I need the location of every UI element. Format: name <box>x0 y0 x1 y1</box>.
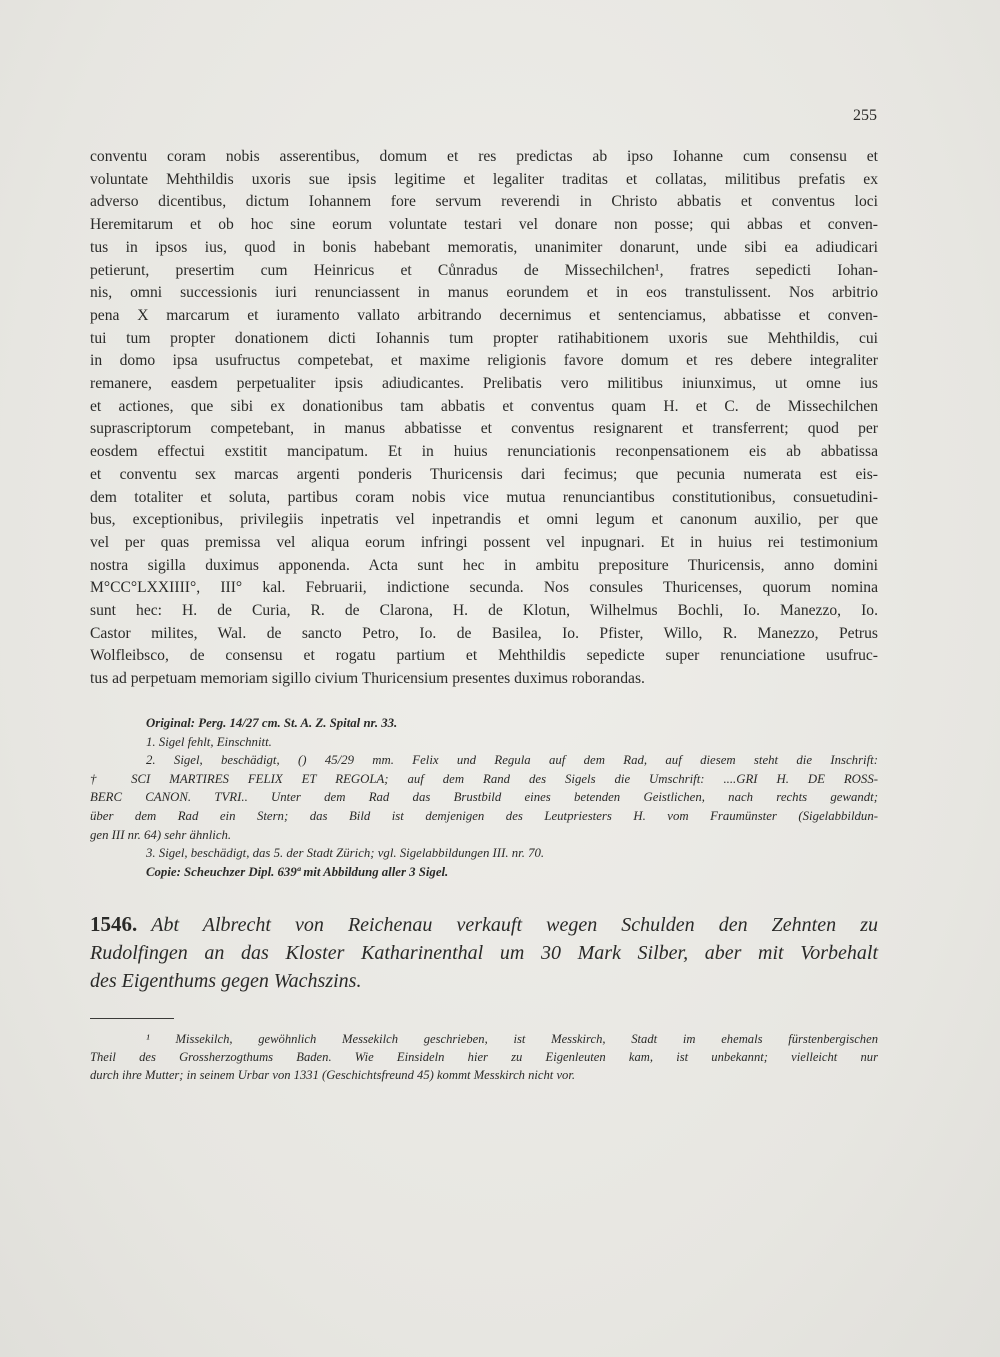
document-number: 1546. <box>90 912 138 936</box>
footnote-divider <box>90 1018 174 1019</box>
note-seal-2-cont: BERC CANON. TVRI.. Unter dem Rad das Brustbild eines betenden Geistlichen, nach rechts gewandt; <box>90 790 878 805</box>
note-seal-2-cont: † SCI MARTIRES FELIX ET REGOLA; auf dem Rand des Sigels die Umschrift: ....GRI H. DE ROSS- <box>90 771 878 786</box>
text-line: eosdem effectui exstitit mancipatum. Et in huius renunciationis reconpensationem eis ab abbatissa <box>90 443 878 461</box>
document-heading <box>90 910 878 995</box>
page-number: 255 <box>853 107 877 124</box>
footnote-block <box>90 1030 878 1084</box>
text-line: sunt hec: H. de Curia, R. de Clarona, H. de Klotun, Wilhelmus Bochli, Io. Manezzo, Io. <box>90 602 878 620</box>
text-line: voluntate Mehthildis uxoris sue ipsis legitime et legaliter traditas et collatas, militibus prefatis ex <box>90 170 878 188</box>
text-line: adverso dicentibus, dictum Iohannem fore servum reverendi in Christo abbatis et conventus loci <box>90 193 878 211</box>
text-line: bus, exceptionibus, privilegiis inpetratis vel inpetrandis et omni legum et canonum auxilio, per que <box>90 511 878 529</box>
source-notes <box>90 714 878 881</box>
note-seal-2-cont: über dem Rad ein Stern; das Bild ist demjenigen des Leutpriesters H. vom Fraumünster (Sigelabbildun- <box>90 808 878 823</box>
note-seal-1: 1. Sigel fehlt, Einschnitt. <box>146 734 272 749</box>
text-line: tui tum propter donationem dicti Iohannis tum propter ratihabitionem uxoris sue Mehthildis, cui <box>90 329 878 347</box>
text-line: Castor milites, Wal. de sancto Petro, Io. de Basilea, Io. Pfister, Willo, R. Manezzo, Petrus <box>90 624 878 642</box>
text-line: tus ad perpetuam memoriam sigillo civium Thuricensium presentes duximus roborandas. <box>90 670 645 688</box>
text-line: in domo ipsa usufructus competebat, et maxime religionis favore domum et res debere integraliter <box>90 352 878 370</box>
heading-line-2: Rudolfingen an das Kloster Katharinenthal um 30 Mark Silber, aber mit Vorbehalt <box>90 942 878 964</box>
text-line: remanere, easdem perpetualiter ipsis adiudicantes. Prelibatis vero militibus iniunximus, ut omne ius <box>90 375 878 393</box>
heading-line-3: des Eigenthums gegen Wachszins. <box>90 970 362 992</box>
text-line: vel per quas premissa vel aliqua eorum infringi possent vel inpugnari. Et in huius rei testimonium <box>90 533 878 551</box>
text-line: M°CC°LXXIIII°, III° kal. Februarii, indictione secunda. Nos consules Thuricenses, quorum nomina <box>90 579 878 597</box>
note-seal-2: 2. Sigel, beschädigt, () 45/29 mm. Felix und Regula auf dem Rad, auf diesem steht die Inschrift: <box>146 753 878 768</box>
note-seal-2-cont: gen III nr. 64) sehr ähnlich. <box>90 827 232 842</box>
text-line: et conventu sex marcas argenti ponderis Thuricensis dari fecimus; que pecunia numerata est eis- <box>90 465 878 483</box>
note-seal-3: 3. Sigel, beschädigt, das 5. der Stadt Zürich; vgl. Sigelabbildungen III. nr. 70. <box>146 846 545 861</box>
text-line: nis, omni successionis iuri renunciassent in manus eorundem et in eos transtulissent. Nos arbitrio <box>90 284 878 302</box>
main-text-block <box>90 146 878 691</box>
text-line: petierunt, presertim cum Heinricus et Cůnradus de Missechilchen¹, fratres sepedicti Iohan- <box>90 261 878 279</box>
text-line: pena X marcarum et iuramento vallato arbitrando decernimus et sentenciamus, abbatisse et conven- <box>90 306 878 324</box>
note-original: Original: Perg. 14/27 cm. St. A. Z. Spital nr. 33. <box>146 716 398 730</box>
footnote-line: Theil des Grossherzogthums Baden. Wie Einsideln hier zu Eigenleuten kam, ist unbekannt; vielleicht nur <box>90 1050 878 1064</box>
text-line: conventu coram nobis asserentibus, domum et res predictas ab ipso Iohanne cum consensu et <box>90 148 878 165</box>
note-copie: Copie: Scheuchzer Dipl. 639ª mit Abbildung aller 3 Sigel. <box>146 864 449 879</box>
footnote-line: ¹ Missekilch, gewöhnlich Messekilch geschrieben, ist Messkirch, Stadt im ehemals fürstenbergischen <box>146 1032 878 1046</box>
footnote-line: durch ihre Mutter; in seinem Urbar von 1331 (Geschichtsfreund 45) kommt Messkirch nicht vor. <box>90 1068 575 1082</box>
text-line: et actiones, que sibi ex donationibus tam abbatis et conventus quam H. et C. de Missechilchen <box>90 397 878 415</box>
text-line: Heremitarum et ob hoc sine eorum voluntate testari vel donare non posse; qui abbas et conven- <box>90 216 878 234</box>
heading-line-1 <box>90 910 878 939</box>
heading-text: Abt Albrecht von Reichenau verkauft wegen Schulden den Zehnten zu <box>151 914 878 936</box>
text-line: Wolfleibsco, de consensu et rogatu partium et Mehthildis sepedicte super renunciatione usufruc- <box>90 647 878 665</box>
text-line: dem totaliter et soluta, partibus coram nobis vice mutua renunciantibus constitutionibus, consuetudini- <box>90 488 878 506</box>
text-line: suprascriptorum competebant, in manus abbatisse et conventus resignarent et transferrent; quod per <box>90 420 878 438</box>
text-line: tus in ipsos ius, quod in bonis habebant memoratis, unanimiter donarunt, unde sibi ea adiudicari <box>90 238 878 256</box>
text-line: nostra sigilla duximus apponenda. Acta sunt hec in ambitu prepositure Thuricensis, anno domini <box>90 556 878 574</box>
